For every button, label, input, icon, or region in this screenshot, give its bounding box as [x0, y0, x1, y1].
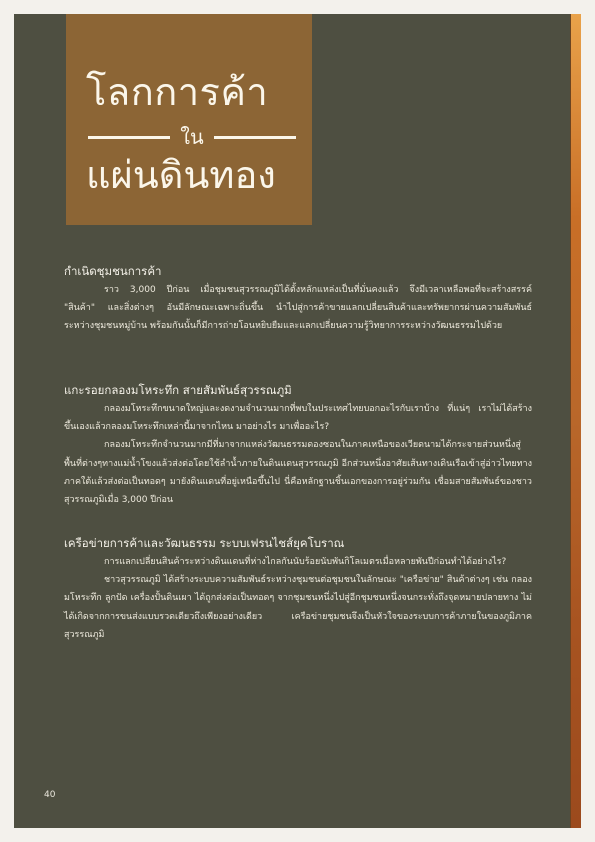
title-middle-word: ใน [180, 125, 204, 149]
decorative-side-strip [570, 14, 581, 828]
section-body-1 [64, 281, 532, 336]
section-heading-3: เครือข่ายการค้าและวัฒนธรรม ระบบเฟรนไชส์ยุคโบราณ [64, 536, 345, 550]
page-number: 40 [44, 790, 56, 800]
section-body-3 [64, 553, 532, 644]
section-heading-1: กำเนิดชุมชนการค้า [64, 264, 162, 278]
title-middle [88, 124, 296, 150]
paragraph: ราว 3,000 ปีก่อน เมื่อชุมชนสุวรรณภูมิได้ตั้งหลักแหล่งเป็นที่มั่นคงแล้ว จึงมีเวลาเหลือพอที่จะสร้างสรรค์ "สินค้า" และสิ่งต่างๆ อันมีลักษณะเฉพาะถิ่นขึ้น นำไปสู่การค้าขายแลกเปลี่ยนสินค้าและทรัพยากรผ่านความสัมพันธ์ระหว่างชุมชนหมู่บ้าน พร้อมกันนั้นก็มีการถ่ายโอนหยิบยืมและแลกเปลี่ยนความรู้วิทยาการระหว่างวัฒนธรรมไปด้วย [64, 285, 532, 332]
paragraph: กลองมโหระทึกจำนวนมากมีที่มาจากแหล่งวัฒนธรรมดองซอนในภาคเหนือของเวียดนามได้กระจายส่วนหนึ่งสู่พื้นที่ต่างๆทางแม่น้ำโขงแล้วส่งต่อโดยใช้ลำน้ำภายในดินแดนสุวรรณภูมิ อีกส่วนหนึ่งอาศัยเส้นทางเดินเรือเข้าสู่อ่าวไทยทางภาคใต้แล้วส่งต่อเป็นทอดๆ มายังดินแดนที่อยู่เหนือขึ้นไป นี่คือหลักฐานชิ้นเอกของการอยู่ร่วมกัน เชื่อมสายสัมพันธ์ของชาวสุวรรณภูมิเมื่อ 3,000 ปีก่อน [64, 440, 532, 506]
section-body-2 [64, 400, 532, 509]
paragraph: การแลกเปลี่ยนสินค้าระหว่างดินแดนที่ห่างไกลกันนับร้อยนับพันกิโลเมตรเมื่อหลายพันปีก่อนทำได้อย่างไร? [104, 557, 507, 567]
decorative-strip-edge [570, 14, 571, 828]
paragraph: ชาวสุวรรณภูมิ ได้สร้างระบบความสัมพันธ์ระหว่างชุมชนต่อชุมชนในลักษณะ "เครือข่าย" สินค้าต่างๆ เช่น กลองมโหระทึก ลูกปัด เครื่องปั้นดินเผา ได้ถูกส่งต่อเป็นทอดๆ จากชุมชนหนึ่งไปสู่อีกชุมชนหนึ่งจนกระทั่งถึงจุดหมายปลายทาง ไม่ได้เกิดจากการขนส่งแบบรวดเดียวถึงเพียงอย่างเดียว เครือข่ายชุมชนจึงเป็นหัวใจของระบบการค้าภายในของภูมิภาคสุวรรณภูมิ [64, 575, 532, 640]
title-line-3: แผ่นดินทอง [86, 153, 276, 197]
paragraph: กลองมโหระทึกขนาดใหญ่และงดงามจำนวนมากที่พบในประเทศไทยบอกอะไรกับเราบ้าง ที่แน่ๆ เราไม่ได้สร้างขึ้นเองแล้วกลองมโหระทึกเหล่านี้มาจากไหน มาอย่างไร มาเพื่ออะไร? [64, 404, 532, 433]
section-heading-2: แกะรอยกลองมโหระทึก สายสัมพันธ์สุวรรณภูมิ [64, 383, 292, 397]
title-rule-left [88, 136, 170, 139]
title-rule-right [214, 136, 296, 139]
title-line-1: โลกการค้า [86, 70, 269, 114]
